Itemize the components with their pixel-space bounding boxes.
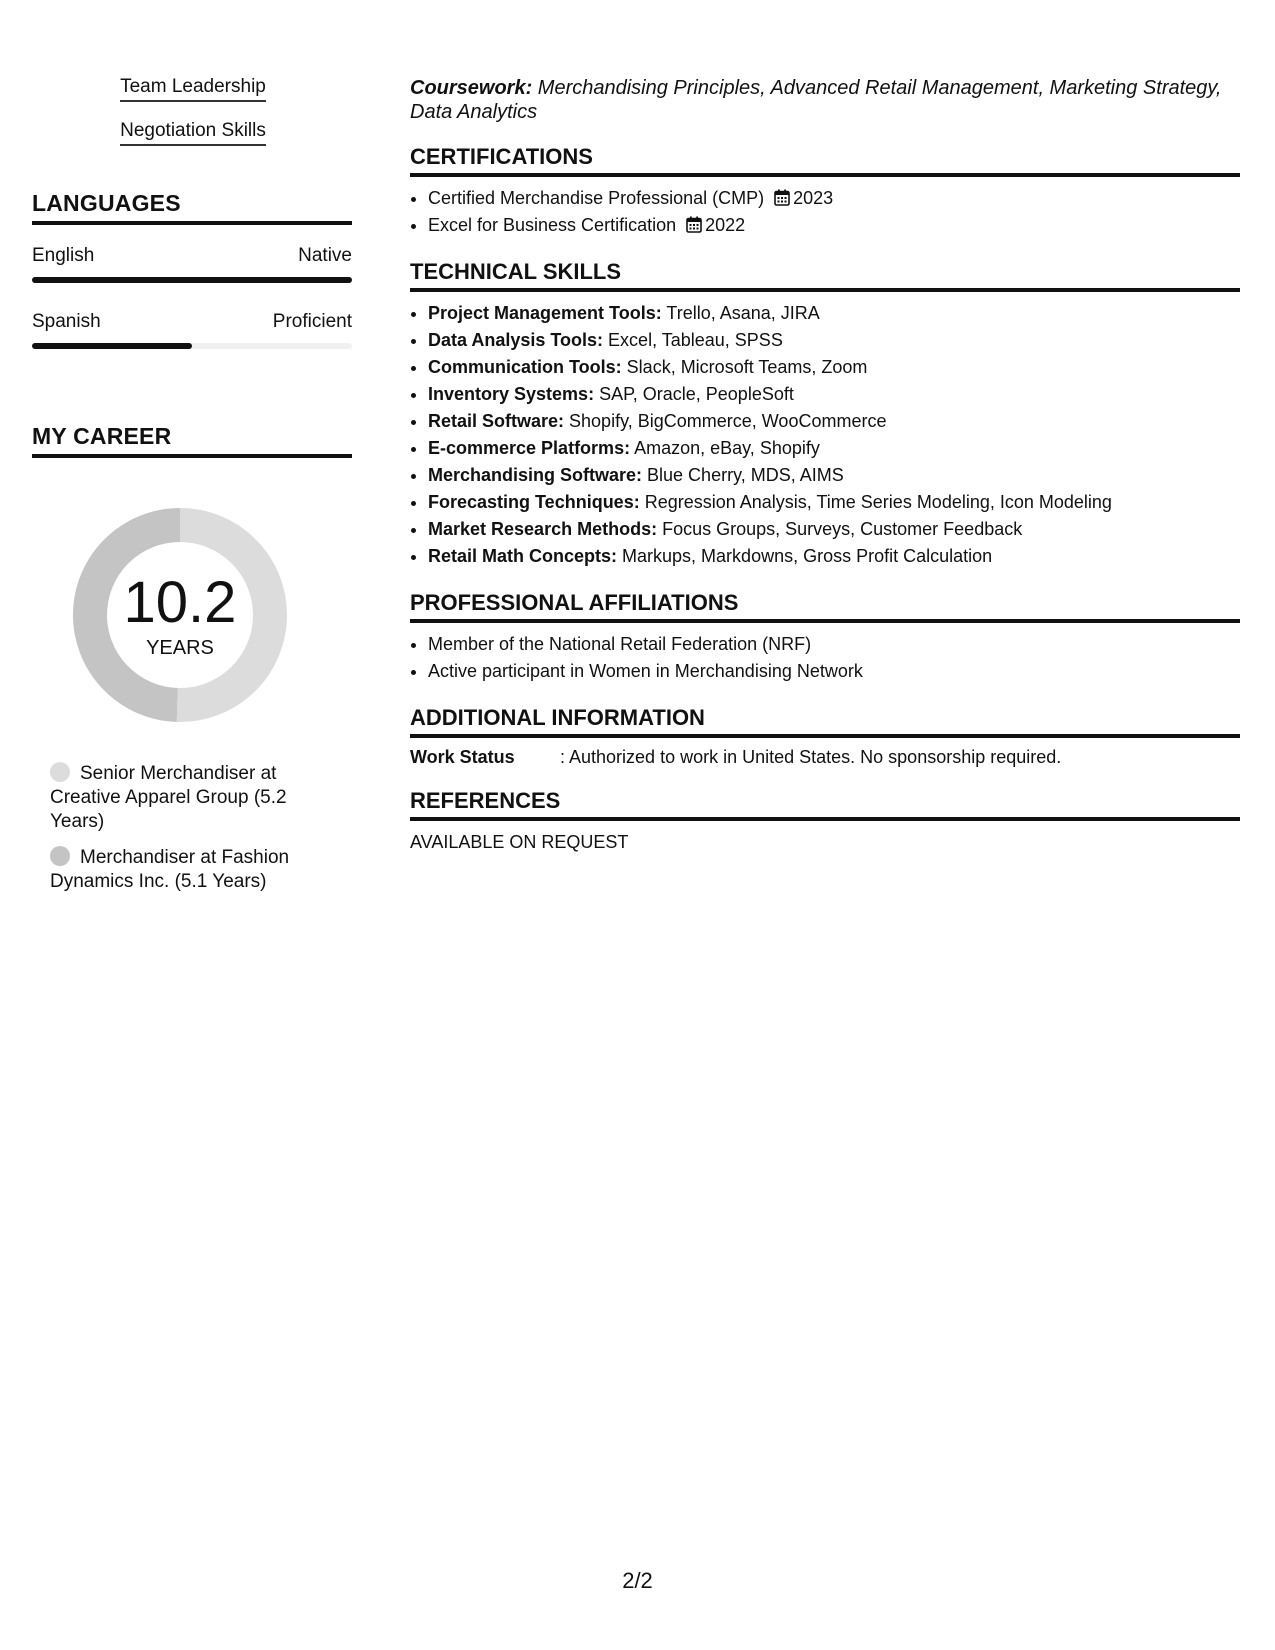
skill-values: Regression Analysis, Time Series Modeling, Icon Modeling [639, 492, 1112, 512]
skill-category: Retail Math Concepts: [428, 546, 618, 566]
career-donut-chart [65, 500, 295, 730]
skill-category: Data Analysis Tools: [428, 330, 604, 350]
career-legend [50, 762, 310, 894]
skill-category: Merchandising Software: [428, 465, 643, 485]
additional-info-heading: ADDITIONAL INFORMATION [410, 705, 1240, 738]
career-legend-item [50, 846, 310, 894]
technical-skill-item [428, 489, 1240, 516]
language-level: Proficient [272, 311, 352, 332]
technical-skill-item [428, 435, 1240, 462]
work-status-value: : Authorized to work in United States. No sponsorship required. [560, 747, 1062, 767]
language-bar [32, 343, 352, 349]
skill-category: Retail Software: [428, 411, 565, 431]
work-status-label: Work Status [410, 747, 515, 767]
references-text: AVAILABLE ON REQUEST [410, 832, 629, 852]
technical-skill-item [428, 300, 1240, 327]
certification-year: 2022 [705, 215, 746, 235]
skill-values: Trello, Asana, JIRA [661, 303, 820, 323]
skill-category: Forecasting Techniques: [428, 492, 640, 512]
legend-dot-icon [50, 762, 70, 782]
language-row [32, 245, 352, 267]
languages-section [32, 190, 352, 349]
certifications-heading: CERTIFICATIONS [410, 144, 1240, 177]
main-content [410, 76, 1240, 853]
skill-values: Shopify, BigCommerce, WooCommerce [564, 411, 887, 431]
skill-values: SAP, Oracle, PeopleSoft [594, 384, 794, 404]
legend-dot-icon [50, 846, 70, 866]
affiliations-list [410, 631, 1240, 685]
technical-skill-item [428, 516, 1240, 543]
technical-skills-list [410, 300, 1240, 570]
career-legend-label: Senior Merchandiser at Creative Apparel Group (5.2 Years) [50, 763, 287, 832]
skill-category: Market Research Methods: [428, 519, 658, 539]
skill-category: Communication Tools: [428, 357, 622, 377]
technical-skill-item [428, 354, 1240, 381]
certification-item [428, 212, 1240, 239]
technical-skill-item [428, 462, 1240, 489]
language-bar [32, 277, 352, 283]
skill-category: Project Management Tools: [428, 303, 662, 323]
calendar-icon [686, 216, 702, 233]
technical-skills-section [410, 259, 1240, 570]
skill-values: Focus Groups, Surveys, Customer Feedback [657, 519, 1023, 539]
certifications-section [410, 144, 1240, 239]
affiliation-item: • Active participant in Women in Merchandising Network [428, 658, 1240, 685]
additional-info-section [410, 705, 1240, 768]
language-name: Spanish [32, 311, 101, 332]
skill-values: Blue Cherry, MDS, AIMS [642, 465, 844, 485]
career-section [32, 423, 352, 894]
technical-skills-heading: TECHNICAL SKILLS [410, 259, 1240, 292]
affiliations-heading: PROFESSIONAL AFFILIATIONS [410, 590, 1240, 623]
affiliation-item: • Member of the National Retail Federation (NRF) [428, 631, 1240, 658]
language-row [32, 311, 352, 333]
certification-name: Certified Merchandise Professional (CMP) [428, 188, 765, 208]
certification-name: Excel for Business Certification [428, 215, 677, 235]
career-legend-item [50, 762, 310, 834]
language-bar-fill [32, 343, 192, 349]
references-heading: REFERENCES [410, 788, 1240, 821]
certification-year: 2023 [793, 188, 834, 208]
skill-category: E-commerce Platforms: [428, 438, 631, 458]
language-name: English [32, 245, 95, 266]
technical-skill-item [428, 327, 1240, 354]
donut-center [65, 500, 295, 730]
skill-values: Markups, Markdowns, Gross Profit Calculation [617, 546, 993, 566]
technical-skill-item [428, 543, 1240, 570]
career-heading: MY CAREER [32, 423, 352, 458]
certifications-list [410, 185, 1240, 239]
skill-values: Slack, Microsoft Teams, Zoom [621, 357, 868, 377]
page-number: 2/2 [622, 1568, 653, 1593]
language-bar-fill [32, 277, 352, 283]
career-legend-label: Merchandiser at Fashion Dynamics Inc. (5.1 Years) [50, 847, 290, 892]
calendar-icon [774, 189, 790, 206]
career-total-years: 10.2 [123, 570, 237, 635]
skill-values: Excel, Tableau, SPSS [603, 330, 783, 350]
technical-skill-item [428, 408, 1240, 435]
coursework-text: Merchandising Principles, Advanced Retail Management, Marketing Strategy, Data Analytics [410, 77, 1222, 123]
coursework [410, 76, 1240, 124]
language-level: Native [298, 245, 352, 266]
coursework-label: Coursework: [410, 77, 533, 99]
skill-tag: Negotiation Skills [120, 120, 266, 146]
skill-values: Amazon, eBay, Shopify [630, 438, 820, 458]
certification-item [428, 185, 1240, 212]
work-status-row [410, 747, 1240, 768]
skills-list [32, 76, 352, 146]
sidebar [32, 76, 352, 906]
technical-skill-item [428, 381, 1240, 408]
references-section [410, 788, 1240, 853]
skill-tag: Team Leadership [120, 76, 266, 102]
languages-heading: LANGUAGES [32, 190, 352, 225]
career-total-unit: YEARS [146, 637, 214, 659]
affiliations-section [410, 590, 1240, 685]
skill-category: Inventory Systems: [428, 384, 595, 404]
